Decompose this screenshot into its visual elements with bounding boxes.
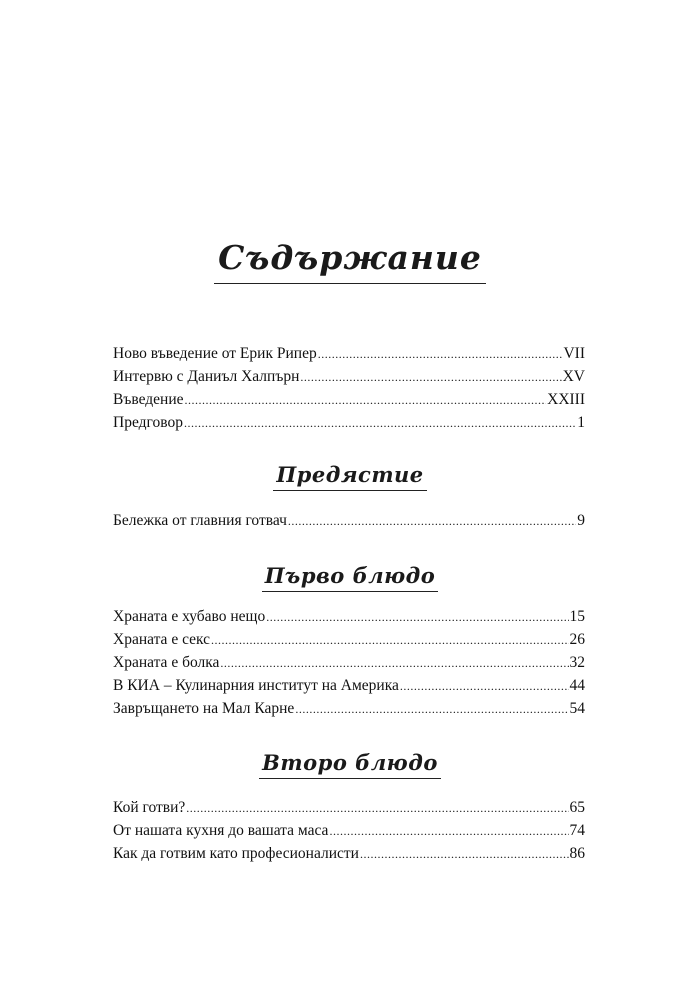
toc-entry-label: Храната е секс	[113, 631, 211, 648]
section-heading-wrap	[0, 750, 700, 779]
toc-entry[interactable]	[113, 697, 585, 720]
toc-entry-page: 54	[569, 700, 585, 717]
toc-entry[interactable]	[113, 842, 585, 865]
toc-entry-page: XV	[562, 368, 585, 385]
leader-dots	[288, 510, 576, 533]
toc-entry[interactable]	[113, 605, 585, 628]
toc-entry-label: Храната е хубаво нещо	[113, 608, 266, 625]
toc-entry[interactable]	[113, 342, 585, 365]
toc-entry-label: Храната е болка	[113, 654, 220, 671]
section-heading-appetizer: Предястие	[273, 462, 426, 491]
toc-entry-page: 32	[569, 654, 585, 671]
leader-dots	[295, 698, 568, 721]
toc-intro-list	[113, 342, 585, 434]
toc-entry-label: От нашата кухня до вашата маса	[113, 822, 329, 839]
leader-dots	[184, 412, 576, 435]
toc-entry-page: XXIII	[547, 391, 585, 408]
toc-entry-label: Въведение	[113, 391, 184, 408]
toc-entry-page: VII	[563, 345, 585, 362]
toc-entry-page: 74	[569, 822, 585, 839]
toc-entry-label: Как да готвим като професионалисти	[113, 845, 359, 862]
leader-dots	[220, 652, 568, 675]
toc-appetizer-list	[113, 509, 585, 532]
section-heading-wrap	[0, 462, 700, 491]
leader-dots	[329, 820, 568, 843]
toc-entry-page: 65	[569, 799, 585, 816]
section-heading-second-course: Второ блюдо	[259, 750, 441, 779]
toc-entry-page: 86	[569, 845, 585, 862]
toc-entry-page: 15	[569, 608, 585, 625]
leader-dots	[211, 629, 568, 652]
toc-entry[interactable]	[113, 628, 585, 651]
toc-entry-page: 44	[569, 677, 585, 694]
toc-entry-label: Бележка от главния готвач	[113, 512, 287, 529]
leader-dots	[360, 843, 569, 866]
leader-dots	[400, 675, 569, 698]
toc-entry[interactable]	[113, 365, 585, 388]
toc-entry[interactable]	[113, 411, 585, 434]
toc-entry[interactable]	[113, 796, 585, 819]
leader-dots	[318, 343, 563, 366]
toc-entry[interactable]	[113, 651, 585, 674]
toc-second-course-list	[113, 796, 585, 865]
section-heading-first-course: Първо блюдо	[262, 563, 439, 592]
leader-dots	[300, 366, 561, 389]
leader-dots	[185, 389, 547, 412]
page-title: Съдържание	[214, 238, 486, 284]
leader-dots	[266, 606, 568, 629]
leader-dots	[186, 797, 568, 820]
toc-entry-label: Интервю с Даниъл Халпърн	[113, 368, 300, 385]
toc-entry-label: Ново въведение от Ерик Рипер	[113, 345, 317, 362]
toc-entry[interactable]	[113, 509, 585, 532]
toc-entry-label: Завръщането на Мал Карне	[113, 700, 295, 717]
toc-entry-page: 9	[577, 512, 585, 529]
toc-entry-page: 1	[577, 414, 585, 431]
toc-entry-page: 26	[569, 631, 585, 648]
toc-entry-label: Предговор	[113, 414, 183, 431]
toc-entry[interactable]	[113, 674, 585, 697]
section-heading-wrap	[0, 563, 700, 592]
page-title-wrap	[0, 238, 700, 284]
toc-entry[interactable]	[113, 819, 585, 842]
toc-entry[interactable]	[113, 388, 585, 411]
toc-first-course-list	[113, 605, 585, 720]
toc-entry-label: Кой готви?	[113, 799, 186, 816]
toc-entry-label: В КИА – Кулинарния институт на Америка	[113, 677, 399, 694]
